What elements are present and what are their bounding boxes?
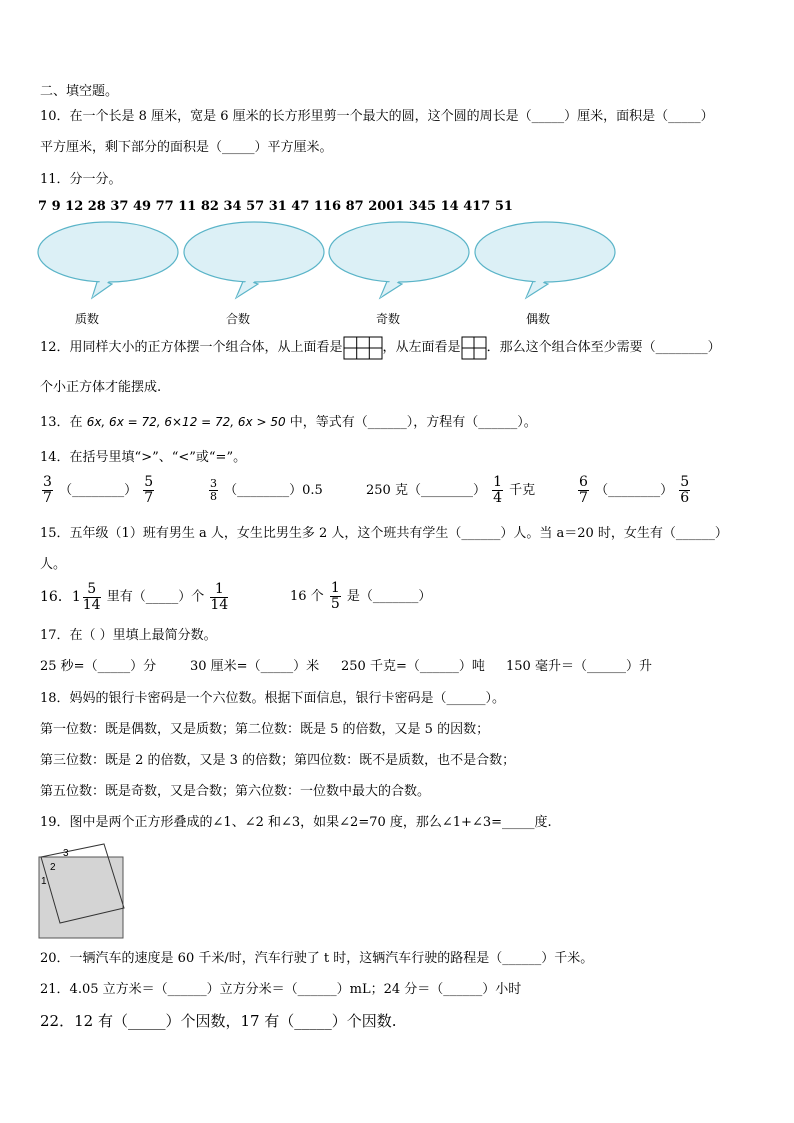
q16-middle: 里有（_____）个 (106, 589, 205, 605)
q12-part3: ．那么这个组合体至少需要（________） (486, 340, 721, 355)
q17-item-a: 25 秒=（_____）分 (40, 659, 157, 674)
angle-label-1: 1 (41, 876, 47, 887)
question-14-title: 14．在括号里填“>”、“<”或“=”。 (40, 450, 247, 465)
fraction-1-4: $\frac{1}{4}$ (493, 474, 503, 506)
q14-unit: 千克 (509, 483, 536, 498)
question-14-item2 (207, 472, 323, 510)
label-composite: 合数 (226, 312, 251, 326)
q14-text: 250 克（________） (366, 483, 486, 498)
question-14-item3 (366, 472, 535, 510)
question-18-title: 18．妈妈的银行卡密码是一个六位数。根据下面信息，银行卡密码是（______）。 (40, 691, 506, 706)
bubble-prime (38, 222, 178, 298)
fraction-1-14: $\frac{1}{14}$ (210, 580, 229, 613)
blank: （________）0.5 (224, 483, 323, 498)
fraction-5-14: $\frac{5}{14}$ (82, 580, 101, 613)
q16-number: 16．1 (40, 589, 81, 605)
question-14-row (40, 472, 156, 510)
q17-item-c: 250 千克=（______）吨 (341, 659, 485, 674)
q13-suffix: 中，等式有（______），方程有（______）。 (289, 415, 537, 430)
fraction-3-8: $\frac{3}{8}$ (210, 477, 217, 503)
question-14-item4 (576, 472, 692, 510)
bubble-composite (184, 222, 324, 298)
label-prime: 质数 (75, 312, 100, 326)
left-view-grid (461, 336, 487, 360)
question-16-part2 (290, 578, 431, 616)
bubble-odd (329, 222, 469, 298)
q12-part1: 12．用同样大小的正方体摆一个组合体，从上面看是 (40, 340, 343, 355)
question-11-title: 11．分一分。 (40, 172, 122, 187)
q12-part2: ，从左面看是 (382, 340, 461, 355)
question-18-line2: 第三位数：既是 2 的倍数，又是 3 的倍数；第四位数：既不是质数，也不是合数； (40, 753, 516, 768)
label-odd: 奇数 (376, 312, 401, 326)
question-15-line2: 人。 (40, 557, 67, 572)
question-19: 19．图中是两个正方形叠成的∠1、∠2 和∠3，如果∠2=70 度，那么∠1+∠3=_____度. (40, 815, 552, 830)
question-18-line1: 第一位数：既是偶数，又是质数；第二位数：既是 5 的倍数，又是 5 的因数； (40, 722, 490, 737)
fraction-5-6: $\frac{5}{6}$ (680, 474, 690, 506)
angle-label-3: 3 (63, 848, 69, 859)
fraction-1-5: $\frac{1}{5}$ (330, 580, 340, 612)
bubble-even (475, 222, 615, 298)
question-22: 22．12 有（_____）个因数，17 有（_____）个因数. (40, 1012, 397, 1030)
overlapping-squares-figure (38, 840, 128, 940)
question-18-line3: 第五位数：既是奇数，又是合数；第六位数：一位数中最大的合数。 (40, 784, 431, 799)
question-16-part1 (40, 578, 230, 617)
blank: （________） (595, 483, 674, 498)
blank: （________） (59, 483, 138, 498)
q17-item-b: 30 厘米=（_____）米 (190, 659, 320, 674)
section-heading: 二、填空题。 (40, 84, 119, 99)
question-20: 20．一辆汽车的速度是 60 千米/时，汽车行驶了 t 时，这辆汽车行驶的路程是（______）千米。 (40, 951, 594, 966)
question-12-line2: 个小正方体才能摆成. (40, 380, 162, 395)
question-15-line1: 15．五年级（1）班有男生 a 人，女生比男生多 2 人，这个班共有学生（______）人。当 a＝20 时，女生有（______） (40, 526, 728, 541)
question-10-line2: 平方厘米，剩下部分的面积是（_____）平方厘米。 (40, 140, 333, 155)
top-view-grid (343, 336, 383, 360)
q13-math-expression: 6x, 6x = 72, 6×12 = 72, 6x > 50 (86, 415, 286, 429)
q16-blank: 是（_______） (346, 589, 432, 604)
question-12-line1 (40, 334, 721, 362)
question-21: 21．4.05 立方米＝（______）立方分米＝（______）mL；24 分＝（______）小时 (40, 982, 522, 997)
number-list: 7 9 12 28 37 49 77 11 82 34 57 31 47 116 87 2001 345 14 417 51 (38, 199, 513, 214)
question-10-line1: 10．在一个长是 8 厘米，宽是 6 厘米的长方形里剪一个最大的圆，这个圆的周长是（_____）厘米，面积是（_____） (40, 109, 714, 124)
speech-bubbles (30, 218, 630, 304)
fraction-3-7: $\frac{3}{7}$ (43, 474, 52, 506)
q16-text: 16 个 (290, 589, 324, 604)
fraction-5-7: $\frac{5}{7}$ (144, 474, 154, 506)
label-even: 偶数 (526, 312, 551, 326)
q13-prefix: 13．在 (40, 415, 83, 430)
question-17-title: 17．在（ ）里填上最简分数。 (40, 628, 217, 643)
fraction-6-7: $\frac{6}{7}$ (579, 474, 588, 506)
angle-label-2: 2 (50, 862, 56, 873)
q17-item-d: 150 毫升＝（______）升 (506, 659, 652, 674)
question-13 (40, 411, 537, 430)
